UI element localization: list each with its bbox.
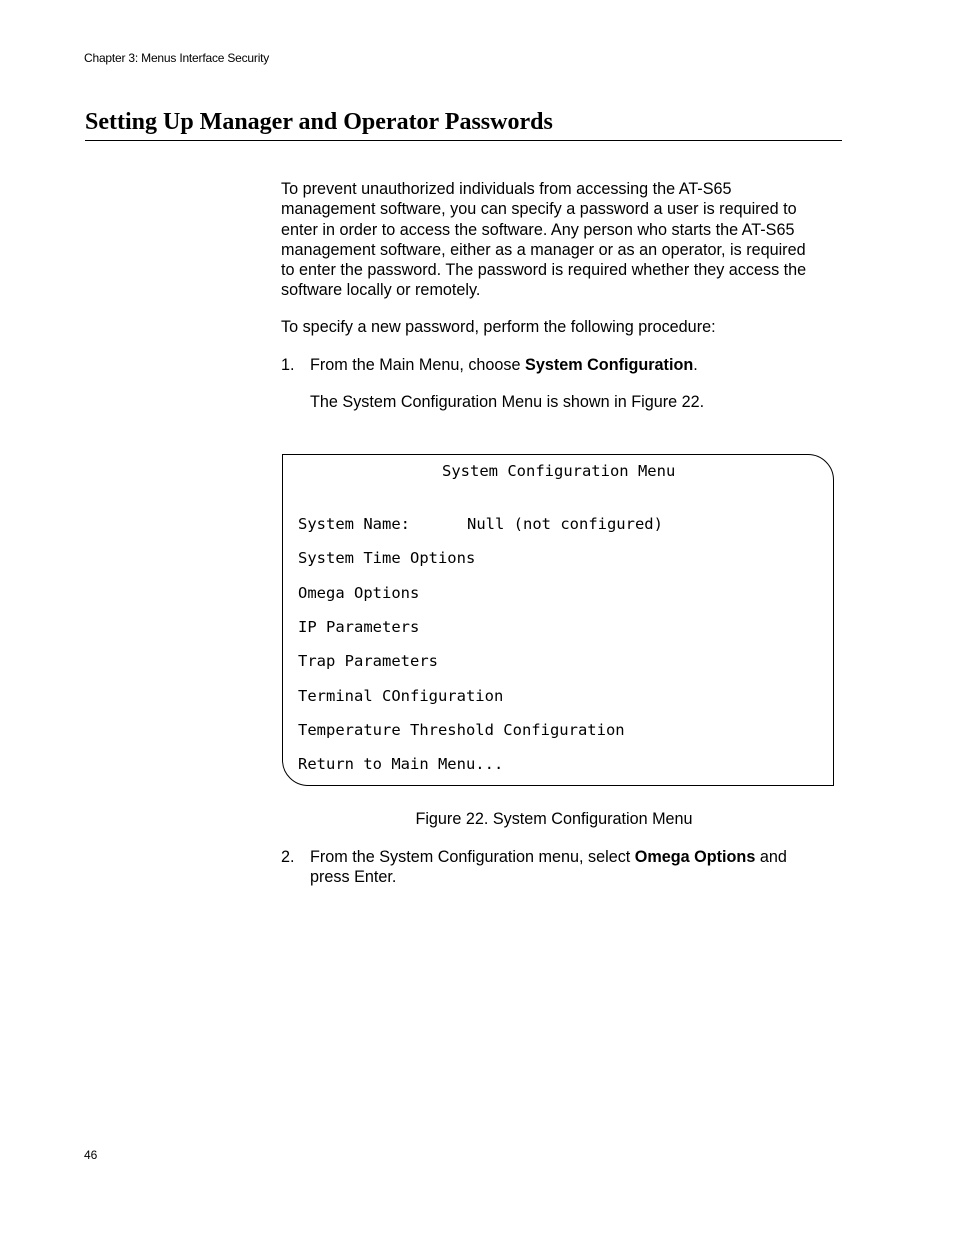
menu-item-ip-parameters[interactable]: IP Parameters bbox=[298, 618, 420, 636]
title-rule bbox=[85, 140, 842, 141]
step-bold-term: Omega Options bbox=[634, 848, 756, 866]
step-text bbox=[310, 847, 843, 888]
running-header: Chapter 3: Menus Interface Security bbox=[84, 51, 270, 65]
intro-line: management software, either as a manager or as an operator, is required bbox=[281, 240, 806, 259]
step-note-text: The System Configuration Menu is shown in Figure 22. bbox=[310, 393, 705, 411]
menu-item-trap-parameters[interactable]: Trap Parameters bbox=[298, 652, 438, 670]
terminal-title: System Configuration Menu bbox=[442, 462, 676, 480]
step-text-after: . bbox=[693, 356, 698, 374]
menu-item-terminal-configuration[interactable]: Terminal COnfiguration bbox=[298, 687, 504, 705]
system-name-value: Null (not configured) bbox=[467, 515, 663, 533]
intro-line: To prevent unauthorized individuals from accessing the AT-S65 bbox=[281, 180, 732, 198]
figure-caption bbox=[281, 809, 843, 829]
step-text bbox=[310, 355, 843, 375]
procedure-lead: To specify a new password, perform the following procedure: bbox=[281, 318, 716, 336]
step-text-before: From the System Configuration menu, select bbox=[310, 848, 635, 866]
intro-line: software locally or remotely. bbox=[281, 281, 481, 300]
step-number: 1. bbox=[281, 356, 295, 374]
step-bold-term: System Configuration bbox=[525, 356, 694, 374]
menu-item-system-time-options[interactable]: System Time Options bbox=[298, 549, 476, 567]
intro-line: to enter the password. The password is required whether they access the bbox=[281, 261, 807, 280]
intro-line: enter in order to access the software. Any person who starts the AT-S65 bbox=[281, 220, 795, 239]
menu-item-return-to-main-menu[interactable]: Return to Main Menu... bbox=[298, 755, 504, 773]
figure-caption-text: Figure 22. System Configuration Menu bbox=[415, 810, 693, 828]
intro-line: management software, you can specify a password a user is required to bbox=[281, 200, 797, 219]
intro-paragraph bbox=[281, 179, 843, 301]
page-number: 46 bbox=[84, 1148, 98, 1162]
terminal-screen bbox=[282, 454, 834, 786]
step-text-before: From the Main Menu, choose bbox=[310, 356, 526, 374]
menu-item-temperature-threshold-configuration[interactable]: Temperature Threshold Configuration bbox=[298, 721, 625, 739]
step-text-after: and bbox=[755, 848, 787, 866]
menu-item-omega-options[interactable]: Omega Options bbox=[298, 584, 420, 602]
step-text-line2: press Enter. bbox=[310, 868, 397, 887]
section-title: Setting Up Manager and Operator Passwords bbox=[85, 109, 553, 135]
system-name-label: System Name: bbox=[298, 515, 410, 533]
step-number: 2. bbox=[281, 848, 295, 866]
